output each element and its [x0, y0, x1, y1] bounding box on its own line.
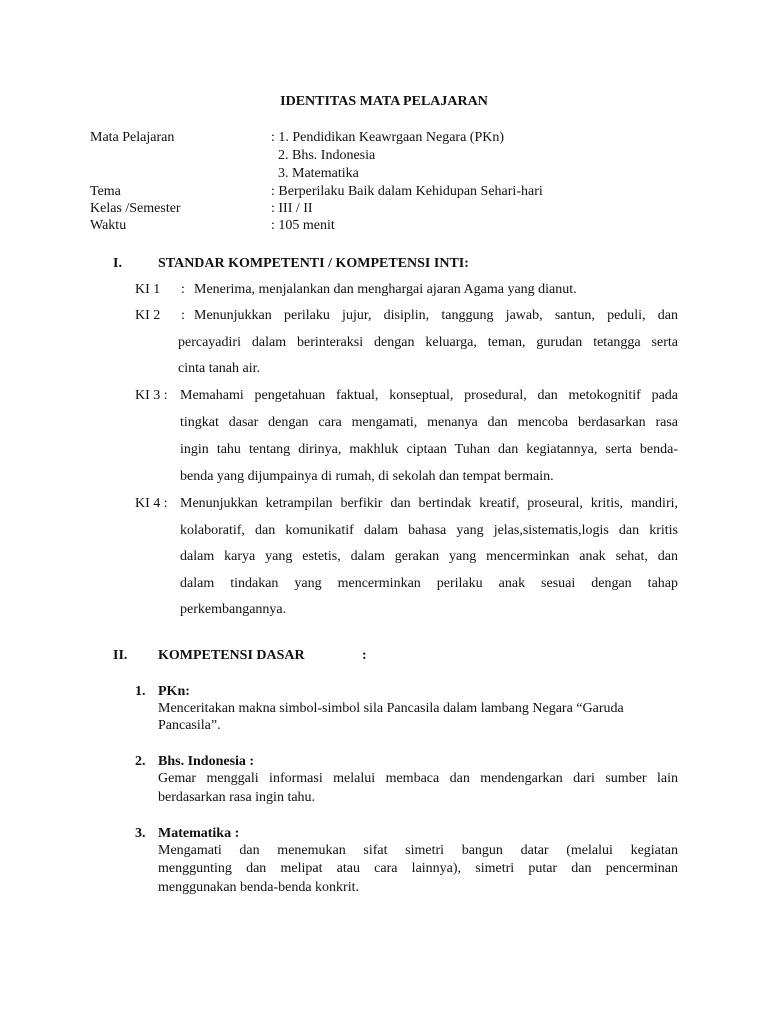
- kd-item-3-line-2: menggunting dan melipat atau cara lainnya), simetri putar dan pencerminan: [158, 861, 678, 876]
- section1-number: I.: [113, 256, 122, 271]
- tema-value: : Berperilaku Baik dalam Kehidupan Sehari-hari: [271, 184, 543, 199]
- kd-item-2-number: 2.: [135, 754, 146, 769]
- ki2-line-3: cinta tanah air.: [178, 361, 261, 376]
- kd-item-1-line-1: Menceritakan makna simbol-simbol sila Pancasila dalam lambang Negara “Garuda: [158, 701, 624, 716]
- ki4-line-3: dalam karya yang estetis, dalam gerakan yang mencerminkan anak sehat, dan: [180, 549, 678, 564]
- kd-item-2-title: Bhs. Indonesia :: [158, 754, 255, 769]
- ki1-separator: :: [181, 282, 185, 297]
- ki3-label: KI 3 :: [135, 388, 168, 403]
- ki2-separator: :: [181, 308, 185, 323]
- kd-item-1-number: 1.: [135, 684, 146, 699]
- kelas-label: Kelas /Semester: [90, 201, 181, 216]
- ki4-line-2: kolaboratif, dan komunikatif dalam bahasa yang jelas,sistematis,logis dan kritis: [180, 523, 678, 538]
- ki2-label: KI 2: [135, 308, 161, 323]
- kd-item-3-line-1: Mengamati dan menemukan sifat simetri bangun datar (melalui kegiatan: [158, 843, 678, 858]
- ki4-line-4: dalam tindakan yang mencerminkan perilaku anak sesuai dengan tahap: [180, 576, 678, 591]
- kd-item-3-number: 3.: [135, 826, 146, 841]
- waktu-label: Waktu: [90, 218, 127, 233]
- ki3-line-1: Memahami pengetahuan faktual, konseptual, prosedural, dan metokognitif pada: [180, 388, 678, 403]
- waktu-value: : 105 menit: [271, 218, 335, 233]
- tema-label: Tema: [90, 184, 121, 199]
- kd-item-1-title: PKn:: [158, 684, 190, 699]
- ki3-line-3: ingin tahu tentang dirinya, makhluk ciptaan Tuhan dan kegiatannya, serta benda-: [180, 442, 678, 457]
- kd-item-3-title: Matematika :: [158, 826, 240, 841]
- ki3-line-2: tingkat dasar dengan cara mengamati, menanya dan mencoba berdasarkan rasa: [180, 415, 678, 430]
- kelas-value: : III / II: [271, 201, 313, 216]
- kd-item-2-line-2: berdasarkan rasa ingin tahu.: [158, 790, 316, 805]
- ki1-label: KI 1: [135, 282, 161, 297]
- kd-item-3-line-3: menggunakan benda-benda konkrit.: [158, 880, 359, 895]
- section2-heading: KOMPETENSI DASAR: [158, 648, 305, 663]
- ki4-line-5: perkembangannya.: [180, 602, 287, 617]
- mapel-label: Mata Pelajaran: [90, 130, 175, 145]
- section1-heading: STANDAR KOMPETENTI / KOMPETENSI INTI:: [158, 256, 469, 271]
- kd-item-2-line-1: Gemar menggali informasi melalui membaca dan mendengarkan dari sumber lain: [158, 771, 678, 786]
- ki1-text: Menerima, menjalankan dan menghargai ajaran Agama yang dianut.: [194, 282, 577, 297]
- ki4-label: KI 4 :: [135, 496, 168, 511]
- ki2-line-1: Menunjukkan perilaku jujur, disiplin, tanggung jawab, santun, peduli, dan: [194, 308, 678, 323]
- page-title: IDENTITAS MATA PELAJARAN: [280, 94, 488, 109]
- ki3-line-4: benda yang dijumpainya di rumah, di sekolah dan tempat bermain.: [180, 469, 554, 484]
- section2-number: II.: [113, 648, 128, 663]
- ki4-line-1: Menunjukkan ketrampilan berfikir dan bertindak kreatif, proseural, kritis, mandiri,: [180, 496, 678, 511]
- mapel-value-1: : 1. Pendidikan Keawrgaan Negara (PKn): [271, 130, 505, 145]
- kd-item-1-line-2: Pancasila”.: [158, 718, 221, 733]
- mapel-value-3: 3. Matematika: [278, 166, 359, 181]
- section2-colon: :: [362, 648, 367, 663]
- mapel-value-2: 2. Bhs. Indonesia: [278, 148, 376, 163]
- ki2-line-2: percayadiri dalam berinteraksi dengan keluarga, teman, gurudan tetangga serta: [178, 335, 678, 350]
